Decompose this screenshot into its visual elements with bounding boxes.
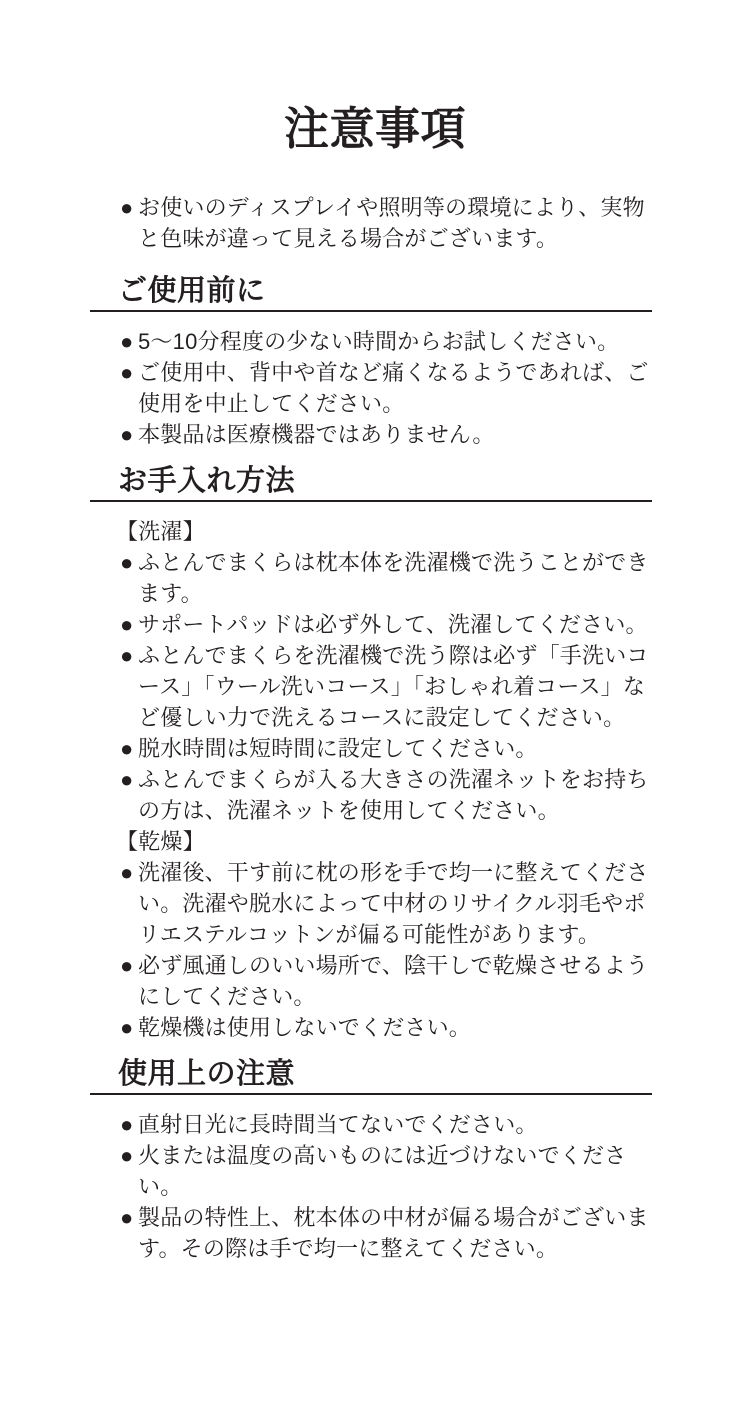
bullet-marker: ● — [120, 1205, 134, 1230]
bullet-marker: ● — [120, 550, 134, 575]
bullet-marker: ● — [120, 360, 134, 385]
section-before-use — [90, 274, 652, 450]
list-item — [120, 1140, 652, 1202]
page-title: 注意事項 — [283, 103, 466, 154]
bullet-list — [90, 1095, 652, 1264]
section-heading: 使用上の注意 — [90, 1057, 652, 1095]
section-heading: ご使用前に — [90, 274, 652, 312]
list-item — [120, 764, 652, 826]
list-item — [120, 950, 652, 1012]
content-column — [90, 192, 652, 1264]
bullet-text: 直射日光に長時間当てないでください。 — [138, 1112, 538, 1137]
section-heading: お手入れ方法 — [90, 464, 652, 502]
bullet-text: サポートパッドは必ず外して、洗濯してください。 — [138, 612, 648, 637]
list-item — [120, 640, 652, 733]
list-item — [120, 1202, 652, 1264]
bullet-text: 本製品は医療機器ではありません。 — [138, 422, 495, 447]
intro-list — [90, 192, 652, 254]
bullet-text: 必ず風通しのいい場所で、陰干しで乾燥させるようにしてください。 — [138, 953, 649, 1009]
list-item — [120, 1012, 652, 1043]
bullet-text: 脱水時間は短時間に設定してください。 — [138, 736, 538, 761]
bullet-text: 5〜10分程度の少ない時間からお試しください。 — [138, 329, 620, 354]
bullet-text: ふとんでまくらが入る大きさの洗濯ネットをお持ちの方は、洗濯ネットを使用してください。 — [138, 767, 649, 823]
bullet-marker: ● — [120, 1015, 134, 1040]
list-item — [120, 419, 652, 450]
group-label-drying: 【乾燥】 — [116, 829, 205, 854]
bullet-marker: ● — [120, 860, 134, 885]
bullet-marker: ● — [120, 767, 134, 792]
bullet-marker: ● — [120, 195, 134, 220]
bullet-text: ふとんでまくらは枕本体を洗濯機で洗うことができます。 — [138, 550, 649, 606]
bullet-marker: ● — [120, 329, 134, 354]
list-item — [120, 192, 652, 254]
group-label-washing: 【洗濯】 — [116, 519, 205, 544]
precautions-page — [0, 103, 750, 1264]
list-item — [120, 857, 652, 950]
bullet-marker: ● — [120, 736, 134, 761]
bullet-marker: ● — [120, 422, 134, 447]
bullet-text: 乾燥機は使用しないでください。 — [138, 1015, 472, 1040]
list-item — [120, 609, 652, 640]
bullet-text: ふとんでまくらを洗濯機で洗う際は必ず「手洗いコース」「ウール洗いコース」「おしゃれ着コース」など優しい力で洗えるコースに設定してください。 — [138, 643, 649, 730]
bullet-marker: ● — [120, 1112, 134, 1137]
bullet-list — [90, 312, 652, 450]
bullet-marker: ● — [120, 1143, 134, 1168]
list-item — [120, 733, 652, 764]
bullet-text: 洗濯後、干す前に枕の形を手で均一に整えてください。洗濯や脱水によって中材のリサイクル羽毛やポリエステルコットンが偏る可能性があります。 — [138, 860, 649, 947]
list-item — [120, 1109, 652, 1140]
section-care-instructions — [90, 464, 652, 1043]
list-item — [120, 357, 652, 419]
bullet-text: お使いのディスプレイや照明等の環境により、実物と色味が違って見える場合がございます。 — [138, 195, 645, 251]
bullet-list — [90, 502, 652, 1043]
bullet-text: 製品の特性上、枕本体の中材が偏る場合がございます。その際は手で均一に整えてください。 — [138, 1205, 649, 1261]
list-item — [120, 326, 652, 357]
bullet-marker: ● — [120, 612, 134, 637]
bullet-marker: ● — [120, 953, 134, 978]
bullet-marker: ● — [120, 643, 134, 668]
bullet-text: ご使用中、背中や首など痛くなるようであれば、ご使用を中止してください。 — [138, 360, 649, 416]
bullet-text: 火または温度の高いものには近づけないでください。 — [138, 1143, 627, 1199]
list-item — [120, 547, 652, 609]
section-usage-precautions — [90, 1057, 652, 1264]
